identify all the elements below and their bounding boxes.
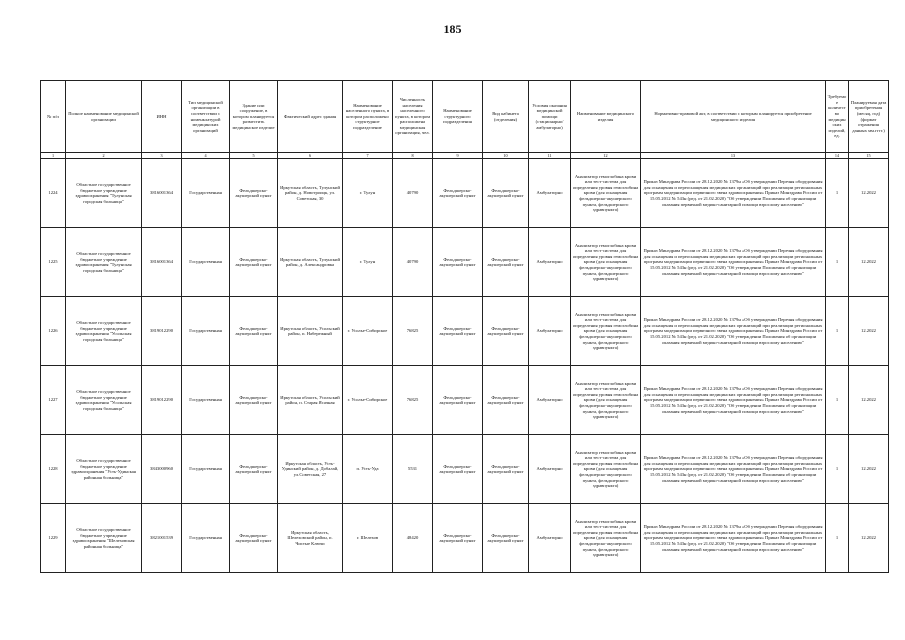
column-number: 13 bbox=[641, 153, 826, 159]
cabinet: Фельдшерско-акушерский пункт bbox=[483, 435, 529, 504]
device: Анализатор гемоглобина крови или тест-система для определения уровня гемоглобина крови (для оснащения фельдшерско-акушерского пункта, фельдшерского здравпункта) bbox=[571, 435, 641, 504]
inn: 3819012290 bbox=[142, 297, 182, 366]
purchase-date: 12.2022 bbox=[849, 366, 889, 435]
population: 40790 bbox=[393, 228, 433, 297]
conditions: Амбулаторно bbox=[529, 366, 571, 435]
column-number: 7 bbox=[343, 153, 393, 159]
header-cell: Тип медицинской организации в соответствии с номенклатурой медицинских организаций bbox=[182, 81, 230, 153]
row-number: 1224 bbox=[41, 159, 66, 228]
table-row bbox=[41, 366, 889, 435]
header-cell: Наименование структурного подразделения bbox=[433, 81, 483, 153]
table-row bbox=[41, 297, 889, 366]
purchase-date: 12.2022 bbox=[849, 504, 889, 573]
quantity: 1 bbox=[826, 228, 849, 297]
header-row bbox=[41, 81, 889, 153]
row-number: 1228 bbox=[41, 435, 66, 504]
address: Иркутская область, Тулунский район, д. Александровка bbox=[278, 228, 343, 297]
device: Анализатор гемоглобина крови или тест-система для определения уровня гемоглобина крови (для оснащения фельдшерско-акушерского пункта, фельдшерского здравпункта) bbox=[571, 159, 641, 228]
locality: г. Шелехов bbox=[343, 504, 393, 573]
population: 76825 bbox=[393, 366, 433, 435]
cabinet: Фельдшерско-акушерский пункт bbox=[483, 297, 529, 366]
building: Фельдшерско-акушерский пункт bbox=[230, 297, 278, 366]
org-type: Государственная bbox=[182, 366, 230, 435]
building: Фельдшерско-акушерский пункт bbox=[230, 366, 278, 435]
column-number: 14 bbox=[826, 153, 849, 159]
header-cell: Численность населения населенного пункта, в котором расположена медицинская организация, чел. bbox=[393, 81, 433, 153]
column-number: 2 bbox=[66, 153, 142, 159]
quantity: 1 bbox=[826, 504, 849, 573]
quantity: 1 bbox=[826, 159, 849, 228]
column-number: 4 bbox=[182, 153, 230, 159]
column-number: 9 bbox=[433, 153, 483, 159]
header-cell: Фактический адрес здания bbox=[278, 81, 343, 153]
unit: Фельдшерско-акушерский пункт bbox=[433, 159, 483, 228]
inn: 3843000960 bbox=[142, 435, 182, 504]
org-type: Государственная bbox=[182, 228, 230, 297]
table-row bbox=[41, 159, 889, 228]
column-number: 11 bbox=[529, 153, 571, 159]
address: Иркутская область, Шелеховский район, п. Чистые Ключи bbox=[278, 504, 343, 573]
header-cell: Нормативно-правовой акт, в соответствии с которым планируется приобретение медицинского изделия bbox=[641, 81, 826, 153]
purchase-date: 12.2022 bbox=[849, 159, 889, 228]
org-name: Областное государственное бюджетное учреждение здравоохранения "Усольская городская больница" bbox=[66, 297, 142, 366]
org-type: Государственная bbox=[182, 435, 230, 504]
population: 48420 bbox=[393, 504, 433, 573]
org-type: Государственная bbox=[182, 159, 230, 228]
conditions: Амбулаторно bbox=[529, 435, 571, 504]
address: Иркутская область, Тулунский район, д. Новотроицк, ул. Советская, 30 bbox=[278, 159, 343, 228]
population: 40790 bbox=[393, 159, 433, 228]
row-number: 1225 bbox=[41, 228, 66, 297]
cabinet: Фельдшерско-акушерский пункт bbox=[483, 228, 529, 297]
header-cell: Планируемая дата приобретения (месяц, год) (формат отражения данных мм.гггг.) bbox=[849, 81, 889, 153]
page-number: 185 bbox=[443, 22, 462, 36]
header-cell: Полное наименование медицинской организации bbox=[66, 81, 142, 153]
org-name: Областное государственное бюджетное учреждение здравоохранения "Тулунская городская больница" bbox=[66, 228, 142, 297]
table-row bbox=[41, 504, 889, 573]
inn: 3816001364 bbox=[142, 228, 182, 297]
population: 5531 bbox=[393, 435, 433, 504]
unit: Фельдшерско-акушерский пункт bbox=[433, 228, 483, 297]
locality: г. Тулун bbox=[343, 228, 393, 297]
device: Анализатор гемоглобина крови или тест-система для определения уровня гемоглобина крови (для оснащения фельдшерско-акушерского пункта, фельдшерского здравпункта) bbox=[571, 366, 641, 435]
legal-act: Приказ Минздрава России от 28.12.2020 № 1379н «Об утверждении Перечня оборудования для оснащения и переоснащения медицинских организаций при реализации региональных программ модернизации первичного звена здравоохранения» Приказ Минздрава России от 15.05.2012 № 543н (ред. от 21.02.2020) "Об утверждении Положения об организации оказания первичной медико-санитарной помощи взрослому населению" bbox=[641, 297, 826, 366]
building: Фельдшерско-акушерский пункт bbox=[230, 228, 278, 297]
device: Анализатор гемоглобина крови или тест-система для определения уровня гемоглобина крови (для оснащения фельдшерско-акушерского пункта, фельдшерского здравпункта) bbox=[571, 297, 641, 366]
locality: п. Усть-Уда bbox=[343, 435, 393, 504]
locality: г. Усолье-Сибирское bbox=[343, 366, 393, 435]
address: Иркутская область, Усольский район, п. Набережный bbox=[278, 297, 343, 366]
building: Фельдшерско-акушерский пункт bbox=[230, 504, 278, 573]
unit: Фельдшерско-акушерский пункт bbox=[433, 297, 483, 366]
header-cell: ИНН bbox=[142, 81, 182, 153]
column-number: 12 bbox=[571, 153, 641, 159]
conditions: Амбулаторно bbox=[529, 228, 571, 297]
building: Фельдшерско-акушерский пункт bbox=[230, 159, 278, 228]
org-name: Областное государственное бюджетное учреждение здравоохранения "Тулунская городская больница" bbox=[66, 159, 142, 228]
legal-act: Приказ Минздрава России от 28.12.2020 № 1379н «Об утверждении Перечня оборудования для оснащения и переоснащения медицинских организаций при реализации региональных программ модернизации первичного звена здравоохранения» Приказ Минздрава России от 15.05.2012 № 543н (ред. от 21.02.2020) "Об утверждении Положения об организации оказания первичной медико-санитарной помощи взрослому населению" bbox=[641, 159, 826, 228]
cabinet: Фельдшерско-акушерский пункт bbox=[483, 504, 529, 573]
column-number: 10 bbox=[483, 153, 529, 159]
unit: Фельдшерско-акушерский пункт bbox=[433, 435, 483, 504]
org-name: Областное государственное бюджетное учреждение здравоохранения "Усольская городская больница" bbox=[66, 366, 142, 435]
population: 76825 bbox=[393, 297, 433, 366]
unit: Фельдшерско-акушерский пункт bbox=[433, 366, 483, 435]
inn: 3816001364 bbox=[142, 159, 182, 228]
address: Иркутская область, Усть-Удинский район, д. Добалай, ул.Советская, 27 bbox=[278, 435, 343, 504]
building: Фельдшерско-акушерский пункт bbox=[230, 435, 278, 504]
locality: г. Усолье-Сибирское bbox=[343, 297, 393, 366]
org-type: Государственная bbox=[182, 297, 230, 366]
header-cell: Здание или сооружение, в котором планируется разместить медицинское изделие bbox=[230, 81, 278, 153]
row-number: 1229 bbox=[41, 504, 66, 573]
conditions: Амбулаторно bbox=[529, 504, 571, 573]
header-cell: Наименование населенного пункта, в котором расположено структурное подразделение bbox=[343, 81, 393, 153]
quantity: 1 bbox=[826, 366, 849, 435]
purchase-date: 12.2022 bbox=[849, 297, 889, 366]
address: Иркутская область, Усольский район, п. Старая Ясачная bbox=[278, 366, 343, 435]
cabinet: Фельдшерско-акушерский пункт bbox=[483, 159, 529, 228]
inn: 3821001539 bbox=[142, 504, 182, 573]
quantity: 1 bbox=[826, 297, 849, 366]
legal-act: Приказ Минздрава России от 28.12.2020 № 1379н «Об утверждении Перечня оборудования для оснащения и переоснащения медицинских организаций при реализации региональных программ модернизации первичного звена здравоохранения» Приказ Минздрава России от 15.05.2012 № 543н (ред. от 21.02.2020) "Об утверждении Положения об организации оказания первичной медико-санитарной помощи взрослому населению" bbox=[641, 228, 826, 297]
conditions: Амбулаторно bbox=[529, 297, 571, 366]
legal-act: Приказ Минздрава России от 28.12.2020 № 1379н «Об утверждении Перечня оборудования для оснащения и переоснащения медицинских организаций при реализации региональных программ модернизации первичного звена здравоохранения» Приказ Минздрава России от 15.05.2012 № 543н (ред. от 21.02.2020) "Об утверждении Положения об организации оказания первичной медико-санитарной помощи взрослому населению" bbox=[641, 435, 826, 504]
device: Анализатор гемоглобина крови или тест-система для определения уровня гемоглобина крови (для оснащения фельдшерско-акушерского пункта, фельдшерского здравпункта) bbox=[571, 228, 641, 297]
header-cell: № п/п bbox=[41, 81, 66, 153]
row-number: 1226 bbox=[41, 297, 66, 366]
legal-act: Приказ Минздрава России от 28.12.2020 № 1379н «Об утверждении Перечня оборудования для оснащения и переоснащения медицинских организаций при реализации региональных программ модернизации первичного звена здравоохранения» Приказ Минздрава России от 15.05.2012 № 543н (ред. от 21.02.2020) "Об утверждении Положения об организации оказания первичной медико-санитарной помощи взрослому населению" bbox=[641, 366, 826, 435]
column-number: 15 bbox=[849, 153, 889, 159]
header-cell: Требуемое количество медицинских изделий, ед. bbox=[826, 81, 849, 153]
inn: 3819012290 bbox=[142, 366, 182, 435]
unit: Фельдшерско-акушерский пункт bbox=[433, 504, 483, 573]
column-number: 5 bbox=[230, 153, 278, 159]
column-number: 6 bbox=[278, 153, 343, 159]
org-type: Государственная bbox=[182, 504, 230, 573]
device: Анализатор гемоглобина крови или тест-система для определения уровня гемоглобина крови (для оснащения фельдшерско-акушерского пункта, фельдшерского здравпункта) bbox=[571, 504, 641, 573]
table-row bbox=[41, 435, 889, 504]
column-number: 3 bbox=[142, 153, 182, 159]
header-cell: Условия оказания медицинской помощи (стационарно/амбулаторно) bbox=[529, 81, 571, 153]
cabinet: Фельдшерско-акушерский пункт bbox=[483, 366, 529, 435]
locality: г. Тулун bbox=[343, 159, 393, 228]
row-number: 1227 bbox=[41, 366, 66, 435]
header-cell: Вид кабинета (отделения) bbox=[483, 81, 529, 153]
org-name: Областное государственное бюджетное учреждение здравоохранения "Усть-Удинская районная больница" bbox=[66, 435, 142, 504]
org-name: Областное государственное бюджетное учреждение здравоохранения "Шелеховская районная больница" bbox=[66, 504, 142, 573]
legal-act: Приказ Минздрава России от 28.12.2020 № 1379н «Об утверждении Перечня оборудования для оснащения и переоснащения медицинских организаций при реализации региональных программ модернизации первичного звена здравоохранения» Приказ Минздрава России от 15.05.2012 № 543н (ред. от 21.02.2020) "Об утверждении Положения об организации оказания первичной медико-санитарной помощи взрослому населению" bbox=[641, 504, 826, 573]
column-number: 8 bbox=[393, 153, 433, 159]
equipment-table bbox=[40, 80, 889, 573]
header-cell: Наименование медицинского изделия bbox=[571, 81, 641, 153]
purchase-date: 12.2022 bbox=[849, 228, 889, 297]
column-number: 1 bbox=[41, 153, 66, 159]
table-row bbox=[41, 228, 889, 297]
conditions: Амбулаторно bbox=[529, 159, 571, 228]
purchase-date: 12.2022 bbox=[849, 435, 889, 504]
quantity: 1 bbox=[826, 435, 849, 504]
